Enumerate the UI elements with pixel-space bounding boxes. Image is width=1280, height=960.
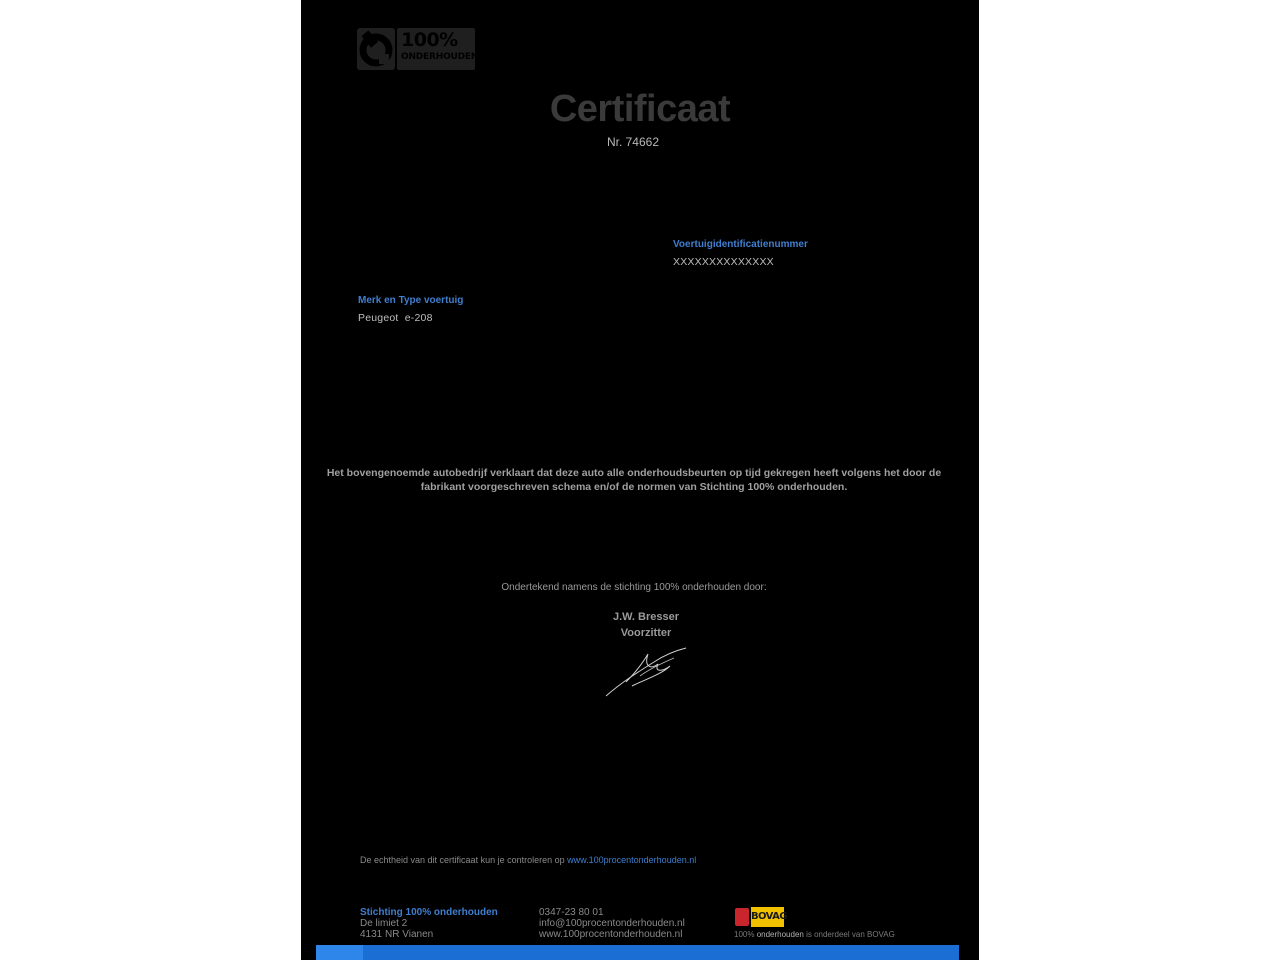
bovag-note-prefix: 100% [734,930,757,939]
footer-address-line2: 4131 NR Vianen [360,929,434,940]
certificate-number: Nr. 74662 [606,135,660,149]
onderhouden-logo [357,28,477,72]
bovag-q-icon [735,908,749,926]
signed-by-text: Ondertekend namens de stichting 100% onderhouden door: [501,582,767,593]
handwritten-signature [604,646,688,698]
footer-address [360,907,498,940]
wrench-q-icon [357,28,395,70]
footer-bar-accent [316,945,363,960]
logo-word: ONDERHOUDEN [401,52,479,62]
footer-website[interactable]: www.100procentonderhouden.nl [539,929,683,940]
logo-wordmark [397,28,479,70]
signer-role: Voorzitter [620,627,672,639]
bovag-wordmark: BOVAG [751,907,784,927]
footer-phone: 0347-23 80 01 [539,907,604,918]
vin-value: XXXXXXXXXXXXXX [673,256,774,268]
bovag-logo [735,907,785,927]
footer-contact [539,907,685,940]
make-type-label: Merk en Type voertuig [358,295,464,306]
bovag-note-suffix: is onderdeel van BOVAG [803,930,895,939]
make-type-value: Peugeot e-208 [358,312,433,324]
footer-bar [316,945,959,960]
footer-email[interactable]: info@100procentonderhouden.nl [539,918,685,929]
verify-text: De echtheid van dit certificaat kun je controleren op [360,855,568,865]
certificate-title: Certificaat [549,88,731,130]
vin-label: Voertuigidentificatienummer [673,239,808,250]
bovag-note [734,930,895,939]
verify-notice [360,855,696,865]
bovag-note-mark: onderhouden [756,930,804,939]
footer-address-line1: De limiet 2 [360,918,408,929]
signer-name: J.W. Bresser [612,611,680,623]
certificate-page [301,0,979,960]
verify-link[interactable]: www.100procentonderhouden.nl [567,855,697,865]
footer-org-name: Stichting 100% onderhouden [360,907,498,918]
logo-percent: 100% [401,29,458,51]
certificate-statement: Het bovengenoemde autobedrijf verklaart dat deze auto alle onderhoudsbeurten op tijd gekregen heeft volgens het door de fabrikant voorgeschreven schema en/of de normen van Stichting 100% onderhouden. [326,467,942,493]
